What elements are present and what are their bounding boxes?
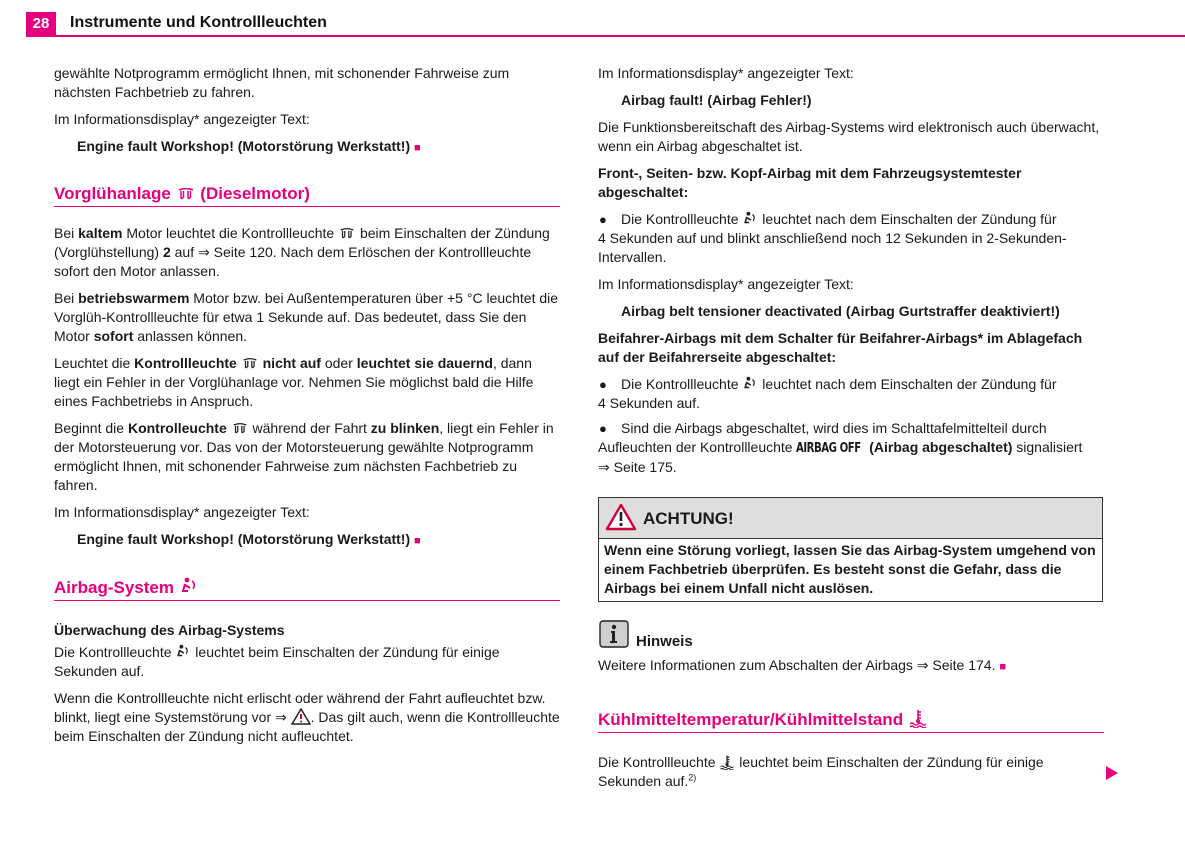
page-number: 28 bbox=[26, 12, 56, 36]
display-message: Engine fault Workshop! (Motorstörung Werkstatt!) ■ bbox=[77, 531, 421, 547]
left-column bbox=[54, 64, 560, 754]
glow-paragraph-1: Bei kaltem Motor leuchtet die Kontrollleuchte beim Einschalten der Zündung (Vorglühstellung) 2 auf ⇒ Seite 120. Nach dem Erlöschen der Kontrollleuchte sofort den Motor anlassen. bbox=[54, 225, 550, 279]
airbag-paragraph-1: Die Kontrollleuchte leuchtet beim Einschalten der Zündung für einige Sekunden auf. bbox=[54, 644, 500, 679]
display-text-label: Im Informationsdisplay* angezeigter Text: bbox=[598, 276, 854, 292]
note-header bbox=[598, 620, 1104, 650]
glow-paragraph-2: Bei betriebswarmem Motor bzw. bei Außentemperaturen über +5 °C leuchtet die Vorglüh-Kontrollleuchte für etwa 1 Sekunde auf. Das bedeutet, dass Sie den Motor sofort anlassen können. bbox=[54, 290, 559, 344]
info-icon bbox=[599, 620, 629, 648]
warning-text: Wenn eine Störung vorliegt, lassen Sie das Airbag-System umgehend von einem Fachbetrieb überprüfen. Es besteht sonst die Gefahr, dass die Airbags bei einem Unfall nicht auslösen. bbox=[604, 542, 1096, 596]
note-text: Weitere Informationen zum Abschalten der Airbags ⇒ Seite 174. ■ bbox=[598, 657, 1007, 673]
warning-box bbox=[598, 497, 1103, 602]
list-item: ● Die Kontrollleuchte leuchtet nach dem Einschalten der Zündung für 4 Sekunden auf. bbox=[598, 376, 1057, 411]
bullet: ● bbox=[599, 377, 607, 392]
display-message: Airbag belt tensioner deactivated (Airbag Gurtstraffer deaktiviert!) bbox=[621, 303, 1060, 319]
airbag-off-indicator: AIRBAG OFF bbox=[796, 441, 862, 456]
passenger-airbag-subheading: Beifahrer-Airbags mit dem Schalter für Beifahrer-Airbags* im Ablagefach auf der Beifahrerseite abgeschaltet: bbox=[598, 330, 1083, 365]
intro-paragraph: gewählte Notprogramm ermöglicht Ihnen, mit schonender Fahrweise zum nächsten Fachbetrieb zu fahren. bbox=[54, 65, 510, 100]
airbag-icon bbox=[179, 576, 199, 596]
airbag-paragraph-2: Wenn die Kontrollleuchte nicht erlischt oder während der Fahrt aufleuchtet bzw. blinkt, liegt eine Systemstörung vor ⇒ . Das gilt auch, wenn die Kontrollleuchte beim Einschalten der Zündung nicht aufleuchtet. bbox=[54, 690, 560, 744]
airbag-icon bbox=[742, 210, 758, 227]
note-title: Hinweis bbox=[636, 633, 693, 650]
warning-triangle-icon bbox=[291, 708, 311, 725]
bullet: ● bbox=[599, 421, 607, 436]
bullet: ● bbox=[599, 212, 607, 227]
end-marker: ■ bbox=[414, 535, 421, 547]
display-message: Airbag fault! (Airbag Fehler!) bbox=[621, 92, 812, 108]
end-marker: ■ bbox=[414, 142, 421, 154]
display-text-label: Im Informationsdisplay* angezeigter Text: bbox=[54, 504, 310, 520]
display-text-label: Im Informationsdisplay* angezeigter Text: bbox=[598, 65, 854, 81]
section-heading-glow: Vorglühanlage (Dieselmotor) bbox=[54, 183, 560, 207]
warning-header bbox=[599, 498, 1102, 539]
glow-plug-icon bbox=[231, 423, 249, 436]
header-divider bbox=[26, 35, 1185, 37]
glow-paragraph-4: Beginnt die Kontrolleuchte während der Fahrt zu blinken, liegt ein Fehler in der Motorsteuerung vor. Das von der Motorsteuerung gewählte Notprogramm ermöglicht Ihnen, mit schonender Fahrweise zum nächsten Fachbetrieb zu fahren. bbox=[54, 420, 554, 493]
display-text-label: Im Informationsdisplay* angezeigter Text: bbox=[54, 111, 310, 127]
page-title: Instrumente und Kontrollleuchten bbox=[70, 14, 327, 31]
list-item: ● Die Kontrollleuchte leuchtet nach dem Einschalten der Zündung für 4 Sekunden auf und blinkt anschließend noch 12 Sekunden in 2-Sekunden-Intervallen. bbox=[598, 211, 1067, 265]
end-marker: ■ bbox=[999, 661, 1007, 673]
warning-title: ACHTUNG! bbox=[643, 509, 734, 528]
display-message: Engine fault Workshop! (Motorstörung Werkstatt!) ■ bbox=[77, 138, 421, 154]
glow-plug-icon bbox=[241, 358, 259, 371]
deactivated-subheading: Front-, Seiten- bzw. Kopf-Airbag mit dem Fahrzeugsystemtester abgeschaltet: bbox=[598, 165, 1022, 200]
warning-triangle-icon bbox=[605, 503, 637, 531]
section-heading-airbag: Airbag-System bbox=[54, 576, 560, 601]
monitoring-paragraph: Die Funktionsbereitschaft des Airbag-Systems wird elektronisch auch überwacht, wenn ein Airbag abgeschaltet ist. bbox=[598, 119, 1100, 154]
glow-plug-icon bbox=[176, 188, 196, 202]
section-heading-coolant: Kühlmitteltemperatur/Kühlmittelstand bbox=[598, 708, 1104, 733]
airbag-icon bbox=[742, 375, 758, 392]
airbag-icon bbox=[175, 643, 191, 660]
glow-paragraph-3: Leuchtet die Kontrollleuchte nicht auf oder leuchtet sie dauernd, dann liegt ein Fehler in der Vorglühanlage vor. Nehmen Sie möglichst bald die Hilfe eines Fachbetriebs in Anspruch. bbox=[54, 355, 534, 409]
coolant-paragraph: Die Kontrollleuchte leuchtet beim Einschalten der Zündung für einige Sekunden auf.$^{2)}$ bbox=[598, 754, 1044, 789]
next-page-arrow-icon bbox=[1106, 766, 1118, 780]
coolant-temperature-icon bbox=[719, 754, 735, 770]
right-column bbox=[598, 64, 1104, 799]
list-item: ● Sind die Airbags abgeschaltet, wird dies im Schalttafelmittelteil durch Aufleuchten der Kontrollleuchte AIRBAG OFF (Airbag abgeschaltet) signalisiert ⇒ Seite 175. bbox=[598, 420, 1083, 475]
footnote-ref: 2) bbox=[688, 772, 697, 783]
coolant-temperature-icon bbox=[908, 708, 928, 728]
glow-plug-icon bbox=[338, 228, 356, 241]
airbag-subheading: Überwachung des Airbag-Systems bbox=[54, 622, 285, 638]
